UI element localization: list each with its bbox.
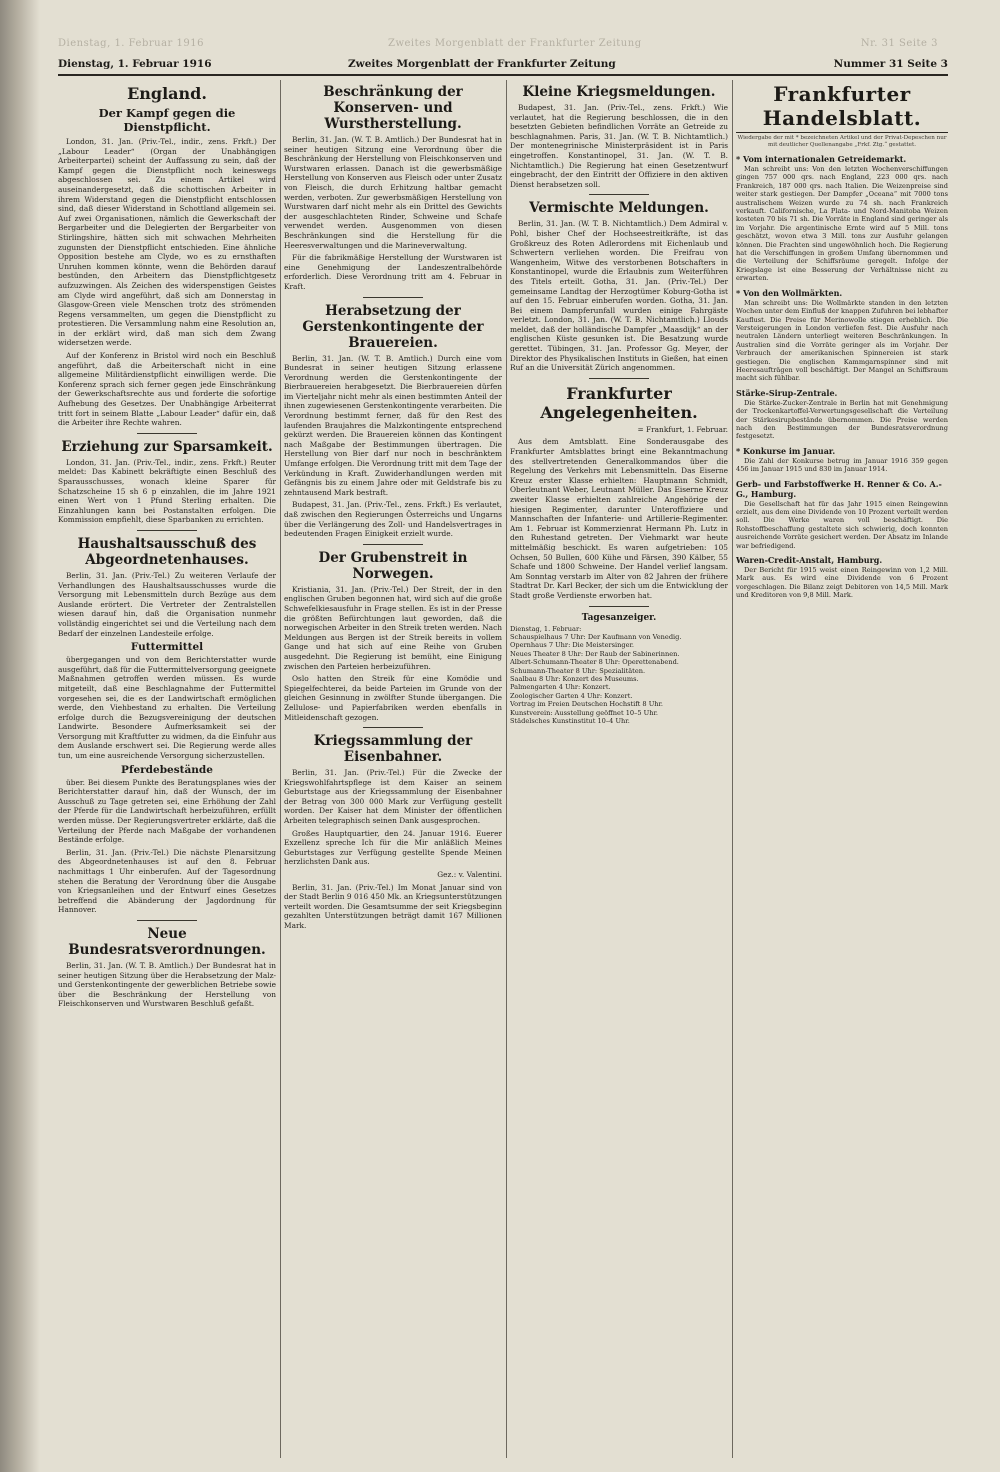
article-paragraph: Berlin, 31. Jan. (Priv.-Tel.) Die nächste Plenarsitzung des Abgeordnetenhauses ist auf den 8. Februar nachmittags 1 Uhr einberufen. Auf der Tagesordnung stehen die Beratung der Verordnung über die Ausgabe von Kriegsanleihen und der Entwurf eines Gesetzes betreffend die Abänderung der Jagdordnung für Hannover. — [58, 847, 276, 915]
article-heading: * Vom internationalen Getreidemarkt. — [736, 154, 907, 164]
article-paragraph: London, 31. Jan. (Priv.-Tel., indir., zens. Frkft.) Reuter meldet: Das Kabinett bekräftigte einen Beschluß des Sparausschusses, wonach kleine Sparer für Schatzscheine 15 sh 6 p einzahlen, die im Jahre 1921 einen Wert von 1 Pfund Sterling erhalten. Die Einzahlungen kann bei Postanstalten erfolgen. Die Kommission empfiehlt, diese Sparbanken zu errichten. — [58, 457, 276, 525]
article-paragraph: Der Bericht für 1915 weist einen Reingewinn von 1,2 Mill. Mark aus. Es wird eine Dividende von 6 Prozent vorgeschlagen. Die Bilanz zeigt Debitoren von 14,5 Mill. Mark und Kreditoren von 9,8 Mill. Mark. — [736, 566, 948, 600]
section-divider — [137, 433, 197, 434]
article-konkurse — [736, 446, 948, 474]
tagesanzeiger-entry: Vortrag im Freien Deutschen Hochstift 8 Uhr. — [510, 700, 664, 709]
tagesanzeiger — [510, 613, 728, 726]
article-paragraph: Berlin, 31. Jan. (W. T. B. Nichtamtlich.) Dem Admiral v. Pohl, bisher Chef der Hochseestreitkräfte, ist das Großkreuz des Roten Adlerordens mit Eichenlaub und Schwertern verliehen worden. Die Freifrau von Wangenheim, Witwe des verstorbenen Botschafters in Konstantinopel, wurde die Erlaubnis zum Weiterführen des Titels erteilt. Gotha, 31. Jan. (Priv.-Tel.) Der gemeinsame Landtag der Herzogtümer Koburg-Gotha ist auf den 15. Februar einberufen worden. Gotha, 31. Jan. Bei einem Dampferunfall wurden einige Fahrgäste verletzt. London, 31. Jan. (W. T. B. Nichtamtlich.) Llouds meldet, daß der holländische Dampfer „Maasdijk“ an der englischen Küste gesunken ist. Die Besatzung wurde gerettet. Tübingen, 31. Jan. Professor Gg. Meyer, der Direktor des Physikalischen Instituts in Gießen, hat einen Ruf an die Universität Zürich angenommen. — [510, 219, 728, 373]
article-paragraph: Berlin, 31. Jan. (Priv.-Tel.) Im Monat Januar sind von der Stadt Berlin 9 016 450 Mk. an Kriegsunterstützungen verteilt worden. Die Gesamtsumme der seit Kriegsbeginn gezahlten Unterstützungen beträgt damit 167 Millionen Mark. — [284, 882, 502, 930]
section-divider — [589, 378, 649, 379]
masthead-issue: Nummer 31 Seite 3 — [833, 58, 948, 70]
article-signature: Gez.: v. Valentini. — [437, 870, 502, 880]
tagesanzeiger-entry: Palmengarten 4 Uhr: Konzert. — [510, 683, 611, 692]
column-1 — [58, 80, 276, 1460]
article-staerke — [736, 388, 948, 441]
article-gerste — [284, 303, 502, 539]
article-england — [58, 84, 276, 428]
article-paragraph: Kristiania, 31. Jan. (Priv.-Tel.) Der Streit, der in den englischen Gruben begonnen hat, wird sich auf die große Schwefelkiesausfuhr in Frage stellen. Es ist in der Presse die größten Befürchtungen laut geworden, daß die norwegischen Arbeiter in den Streik treten werden. Nach Meldungen aus Bergen ist der Streik bereits in vollem Gange und hat sich auf eine Reihe von Gruben ausgedehnt. Die Regierung ist bemüht, eine Einigung zwischen den Parteien herbeizuführen. — [284, 584, 502, 671]
column-3 — [510, 80, 728, 1460]
tagesanzeiger-entry: Kunstverein: Ausstellung geöffnet 10–5 Uhr. — [510, 708, 658, 717]
article-heading: * Konkurse im Januar. — [736, 445, 836, 456]
article-title: England. — [127, 84, 207, 103]
section-divider — [589, 194, 649, 195]
article-paragraph: Budapest, 31. Jan. (Priv.-Tel., zens. Frkft.) Wie verlautet, hat die Regierung beschlossen, die in den besetzten Gebieten befindlichen Vorräte an Getreide zu beschlagnahmen. Paris, 31. Jan. (W. T. B. Nichtamtlich.) Der montenegrinische Ministerpräsident ist in Paris eingetroffen. Konstantinopel, 31. Jan. (W. T. B. Nichtamtlich.) Die Regierung hat einen Gesetzentwurf eingebracht, der den Eintritt der Offiziere in den aktiven Dienst herabsetzen soll. — [510, 103, 728, 189]
section-divider — [137, 920, 197, 921]
section-divider — [363, 727, 423, 728]
bleed-through-header — [58, 38, 938, 52]
article-konserven — [284, 84, 502, 292]
article-paragraph: Aus dem Amtsblatt. Eine Sonderausgabe des Frankfurter Amtsblattes bringt eine Bekanntmachung des stellvertretenden Generalkommandos über die Regelung des Verkehrs mit Lebensmitteln. Das Eiserne Kreuz erster Klasse erhielten: Hauptmann Schmidt, Oberleutnant Weber, Leutnant Müller. Das Eiserne Kreuz zweiter Klasse erhielten zahlreiche Angehörige der hiesigen Regimenter, darunter Unteroffiziere und Mannschaften der Infanterie- und Artillerie-Regimenter. Am 1. Februar ist Kommerzienrat Hermann Ph. Lutz in den Ruhestand getreten. Der Viehmarkt war heute mittelmäßig beschickt. Es waren aufgetrieben: 105 Ochsen, 50 Bullen, 600 Kühe und Färsen, 390 Kälber, 55 Schafe und 1800 Schweine. Der Handel verlief langsam. Am Sonntag verstarb im Alter von 82 Jahren der frühere Stadtrat Dr. Karl Becker, der sich um die Entwicklung der Stadt große Verdienste erworben hat. — [510, 437, 728, 600]
handelsblatt-title: Frankfurter Handelsblatt. — [736, 82, 948, 133]
article-paragraph: Man schreibt uns: Von den letzten Wochenverschiffungen gingen 757 000 qrs. nach England, 223 000 qrs. nach Frankreich, 187 000 qrs. nach Italien. Die Weizenpreise sind weiter stark gestiegen. Der Dampfer „Oceana“ mit 7000 tons australischem Weizen wurde zu 74 sh. nach Frankreich verkauft. Californische, La Plata- und Nord-Manitoba Weizen kosteten 70 bis 71 sh. Die Vorräte in England sind geringer als im Vorjahr. Die argentinische Ernte wird auf 5 Mill. tons geschätzt, wovon etwa 3 Mill. tons zur Ausfuhr gelangen können. Die Frachten sind ungewöhnlich hoch. Die Regierung hat die Verschiffungen in großem Umfang übernommen und die Verteilung der Schiffsräume geregelt. Infolge der Kriegslage ist eine Besserung der Verhältnisse nicht zu erwarten. — [736, 165, 948, 283]
article-paragraph: Für die fabrikmäßige Herstellung der Wurstwaren ist eine Genehmigung der Landeszentralbehörde erforderlich. Diese Verordnung tritt am 4. Februar in Kraft. — [284, 253, 502, 291]
column-4 — [736, 80, 948, 1460]
article-title: Kleine Kriegsmeldungen. — [522, 84, 716, 100]
tagesanzeiger-entry: Opernhaus 7 Uhr: Die Meistersinger. — [510, 641, 635, 650]
article-kriegsmeldungen — [510, 84, 728, 189]
section-divider — [137, 530, 197, 531]
tagesanzeiger-entry: Saalbau 8 Uhr: Konzert des Museums. — [510, 674, 639, 683]
page-masthead — [58, 56, 948, 76]
article-heading: Gerb- und Farbstoffwerke H. Renner & Co. A.-G., Hamburg. — [736, 478, 942, 499]
masthead-date: Dienstag, 1. Februar 1916 — [58, 58, 212, 70]
article-heading: * Von den Wollmärkten. — [736, 287, 843, 298]
tagesanzeiger-entry: Schumann-Theater 8 Uhr: Spezialitäten. — [510, 666, 646, 675]
section-divider — [363, 297, 423, 298]
tagesanzeiger-entry: Schauspielhaus 7 Uhr: Der Kaufmann von Venedig. — [510, 632, 682, 641]
article-subheading: Pferdebestände — [121, 763, 213, 776]
article-haushalt — [58, 536, 276, 915]
article-paragraph: Berlin, 31. Jan. (W. T. B. Amtlich.) Der Bundesrat hat in seiner heutigen Sitzung eine Verordnung über die Beschränkung der Herstellung von Fleischkonserven und Wurstwaren erlassen. Danach ist die gewerbsmäßige Herstellung von Konserven aus Fleisch oder unter Zusatz von Fleisch, die durch Erhitzung haltbar gemacht werden, verboten. Zur gewerbsmäßigen Herstellung von Wurstwaren darf nicht mehr als ein Drittel des Gewichts der ausgeschlachteten Rinder, Schweine und Schafe verwendet werden. Ausgenommen von diesen Beschränkungen sind die Herstellung für die Heeresverwaltungen und die Marineverwaltung. — [284, 135, 502, 250]
article-subheading: Futtermittel — [130, 641, 204, 654]
article-paragraph: Die Zahl der Konkurse betrug im Januar 1916 359 gegen 456 im Januar 1915 und 830 im Januar 1914. — [736, 456, 948, 474]
article-paragraph: Berlin, 31. Jan. (Priv.-Tel.) Für die Zwecke der Kriegswohlfahrtspflege ist dem Kaiser an seinem Geburtstage aus der Kriegssammlung der Eisenbahner der Betrag von 300 000 Mark zur Verfügung gestellt worden. Der Kaiser hat dem Minister der öffentlichen Arbeiten telegraphisch seinen Dank ausgesprochen. — [284, 768, 502, 826]
column-rule — [506, 80, 507, 1458]
tagesanzeiger-entry: Zoologischer Garten 4 Uhr: Konzert. — [510, 691, 633, 700]
column-rule — [280, 80, 281, 1458]
article-frankfurt — [510, 384, 728, 601]
article-paragraph: Budapest, 31. Jan. (Priv.-Tel., zens. Frkft.) Es verlautet, daß zwischen den Regierungen Österreichs und Ungarns über die Verlängerung des Zoll- und Handelsvertrages in bedeutenden Fragen Einigkeit erzielt wurde. — [284, 500, 502, 539]
article-title: Erziehung zur Sparsamkeit. — [61, 438, 273, 455]
article-subtitle: Der Kampf gegen die Dienstpflicht. — [98, 106, 236, 134]
article-paragraph: Berlin, 31. Jan. (W. T. B. Amtlich.) Der Bundesrat hat in seiner heutigen Sitzung über die Herabsetzung der Malz- und Gerstenkontingente der gewerblichen Betriebe sowie über die Beschränkung der Herstellung von Fleischkonserven und Wurstwaren Beschluß gefaßt. — [58, 960, 276, 1009]
ghost-header-center: Zweites Morgenblatt der Frankfurter Zeitung — [388, 38, 642, 49]
article-title: Beschränkung der Konserven- und Wurstherstellung. — [323, 84, 463, 132]
article-heading: Stärke-Sirup-Zentrale. — [736, 387, 838, 398]
article-paragraph: London, 31. Jan. (Priv.-Tel., indir., zens. Frkft.) Der „Labour Leader“ (Organ der Unabhängigen Arbeiterpartei) scheint der Auffassung zu sein, daß der Kampf gegen die Dienstpflicht noch keineswegs abgeschlossen sei. Zu einem Artikel wird auseinandergesetzt, daß die schottischen Arbeiter in ihrem Widerstand gegen die Dienstpflicht entschlossen sind, daß dieser Widerstand in Schottland allgemein sei. Auf zwei Organisationen, nämlich die Gewerkschaft der Bergarbeiter und die Delegierten der Bergarbeiter von Stirlingshire, hätten sich mit schwachen Mehrheiten zugunsten der Dienstpflicht entschieden. Eine ähnliche Opposition bestehe am Clyde, wo es zu ernsthaften Unruhen kommen könnte, wenn die Behörden darauf bestünden, den Arbeitern das Dienstpflichtgesetz aufzuzwingen. Als Zeichen des widerspenstigen Geistes am Clyde wird angeführt, daß sich am Donnerstag in Glasgow-Green viele Menschen trotz des strömenden Regens versammelten, um gegen die Dienstpflicht zu protestieren. Die Versammlung nahm eine Resolution an, in der erklärt wird, daß man sich dem Zwang widersetzen werde. — [58, 137, 276, 348]
article-paragraph: über. Bei diesem Punkte des Beratungsplanes wies der Berichterstatter darauf hin, daß der Wunsch, der im Ausschuß zu Tage getreten sei, eine Erhöhung der Zahl der Pferde für die Landwirtschaft herbeizuführen, erfüllt werden müsse. Der Regierungsvertreter erklärte, daß die Verteilung der Pferde nach Maßgabe der vorhandenen Bestände erfolge. — [58, 777, 276, 845]
article-sparsamkeit — [58, 439, 276, 525]
page-binding-shadow — [0, 0, 40, 1472]
tagesanzeiger-entry: Neues Theater 8 Uhr: Der Raub der Sabinerinnen. — [510, 649, 680, 658]
article-title: Kriegssammlung der Eisenbahner. — [313, 733, 473, 766]
article-gerb-farbstoff — [736, 479, 948, 550]
tagesanzeiger-list — [510, 625, 728, 726]
section-divider — [363, 544, 423, 545]
article-heading: Waren-Credit-Anstalt, Hamburg. — [736, 555, 883, 566]
article-kriegssammlung — [284, 733, 502, 931]
section-divider — [589, 606, 649, 607]
article-paragraph: übergegangen und von dem Berichterstatter wurde ausgeführt, daß für die Futtermittelversorgung geeignete Maßnahmen getroffen werden müssen. Es wurde mitgeteilt, daß eine Beschlagnahme der Futtermittel vorgesehen sei, die es der Landwirtschaft ermöglichen werde, den Viehbestand zu erhalten. Die Verteilung erfolge durch die Bezugsvereinigung der deutschen Landwirte. Besondere Aufmerksamkeit sei der Versorgung mit Kraftfutter zu widmen, da die Einfuhr aus dem Auslande erschwert sei. Die Regierung werde alles tun, um eine ausreichende Versorgung sicherzustellen. — [58, 655, 276, 761]
column-2 — [284, 80, 502, 1460]
article-wollmaerkte — [736, 288, 948, 383]
column-rule — [732, 80, 733, 1458]
article-dateline: = Frankfurt, 1. Februar. — [637, 424, 728, 434]
article-paragraph: Berlin, 31. Jan. (Priv.-Tel.) Zu weiteren Verlaufe der Verhandlungen des Haushaltsausschusses wurde die Versorgung mit Lebensmitteln durch Bezüge aus dem Auslande erörtert. Die Vertreter der Zentralstellen wiesen darauf hin, daß die Organisation nunmehr vollständig eingerichtet sei und die Verteilung nach dem Bedarf der einzelnen Landesteile erfolge. — [58, 570, 276, 638]
tagesanzeiger-entry: Albert-Schumann-Theater 8 Uhr: Operettenabend. — [510, 658, 679, 667]
article-title: Frankfurter Angelegenheiten. — [540, 383, 698, 422]
masthead-paper: Zweites Morgenblatt der Frankfurter Zeitung — [348, 58, 616, 70]
article-vermischte — [510, 200, 728, 373]
article-paragraph: Oslo hatten den Streik für eine Komödie und Spiegelfechterei, da beide Parteien im Grunde von der gleichen Gesinnung in zwölfter Stunde übergangen. Die Zellulose- und Papierfabriken werden ebenfalls in Mitleidenschaft gezogen. — [284, 674, 502, 722]
article-paragraph: Berlin, 31. Jan. (W. T. B. Amtlich.) Durch eine vom Bundesrat in seiner heutigen Sitzung erlassene Verordnung werden die Gerstenkontingente der Bierbrauereien herabgesetzt. Die Bierbrauereien dürfen im Vierteljahr nicht mehr als einen bestimmten Anteil der ihnen zugewiesenen Gerstenkontingente verarbeiten. Die Verordnung bestimmt ferner, daß für den Rest des laufenden Braujahres die Malzkontingente entsprechend gekürzt werden. Die Brauereien können das Kontingent nach Maßgabe der Bestimmungen übertragen. Die Herstellung von Bier darf nur noch in beschränktem Umfange erfolgen. Die Verordnung tritt mit dem Tage der Verkündung in Kraft. Zuwiderhandlungen werden mit Gefängnis bis zu einem Jahre oder mit Geldstrafe bis zu zehntausend Mark bestraft. — [284, 353, 502, 497]
article-paragraph: Großes Hauptquartier, den 24. Januar 1916. Euerer Exzellenz spreche Ich für die Mir anläßlich Meines Geburtstages zur Verfügung gestellte Spende Meinen herzlichsten Dank aus. — [284, 828, 502, 867]
article-bundesrat — [58, 926, 276, 1009]
article-waren-credit — [736, 555, 948, 600]
handelsblatt-notice: Wiedergabe der mit * bezeichneten Artikel und der Privat-Depeschen nur mit deutlicher Quellenangabe „Frkf. Ztg.“ gestattet. — [737, 135, 947, 148]
article-getreidemarkt — [736, 154, 948, 283]
article-paragraph: Auf der Konferenz in Bristol wird noch ein Beschluß angeführt, daß die Arbeiterschaft nicht in eine allgemeine Militärdienstpflicht einwilligen werde. Die Konferenz sprach sich ferner gegen jede Einschränkung der Gewerkschaftsrechte aus und forderte die sofortige Aufhebung des Gesetzes. Der Unabhängige Arbeiterrat tritt fort in seinem Blatte „Labour Leader“ dafür ein, daß die Arbeiter ihre Rechte wahren. — [58, 351, 276, 428]
tagesanzeiger-title: Tagesanzeiger. — [581, 612, 657, 623]
tagesanzeiger-entry: Städelsches Kunstinstitut 10–4 Uhr. — [510, 717, 630, 725]
ghost-header-left: Dienstag, 1. Februar 1916 — [58, 38, 204, 49]
ghost-header-right: Nr. 31 Seite 3 — [860, 38, 938, 49]
article-title: Vermischte Meldungen. — [529, 200, 709, 217]
article-title: Der Grubenstreit in Norwegen. — [318, 549, 468, 582]
article-title: Neue Bundesratsverordnungen. — [68, 925, 266, 958]
article-paragraph: Die Stärke-Zucker-Zentrale in Berlin hat mit Genehmigung der Trockenkartoffel-Verwertungsgesellschaft die Verteilung der Stärkesirupbestände übernommen. Die Preise werden nach den Bestimmungen der Bundesratsverordnung festgesetzt. — [736, 398, 948, 441]
article-title: Haushaltsausschuß des Abgeordnetenhauses. — [77, 535, 257, 568]
article-paragraph: Die Gesellschaft hat für das Jahr 1915 einen Reingewinn erzielt, aus dem eine Dividende von 10 Prozent verteilt werden soll. Die Werke waren voll beschäftigt. Die Rohstoffbeschaffung gestaltete sich schwierig, doch konnten ausreichende Vorräte gesichert werden. Der Absatz im Inlande war befriedigend. — [736, 499, 948, 550]
tagesanzeiger-entry: Dienstag, 1. Februar: — [510, 624, 582, 633]
article-paragraph: Man schreibt uns: Die Wollmärkte standen in den letzten Wochen unter dem Einfluß der knappen Zufuhren bei lebhafter Kauflust. Die Preise für Merinowolle stiegen erheblich. Die Versteigerungen in London verliefen fest. Die Ausfuhr nach neutralen Ländern unterliegt weiteren Beschränkungen. In Australien sind die Vorräte geringer als im Vorjahr. Der Verbrauch der amerikanischen Spinnereien ist stark gestiegen. Die englischen Kammgarnspinner sind mit Heeresaufträgen voll beschäftigt. Der Mangel an Schiffsraum macht sich fühlbar. — [736, 298, 948, 383]
article-grubenstreit — [284, 550, 502, 722]
article-title: Herabsetzung der Gerstenkontingente der Brauereien. — [302, 302, 484, 351]
